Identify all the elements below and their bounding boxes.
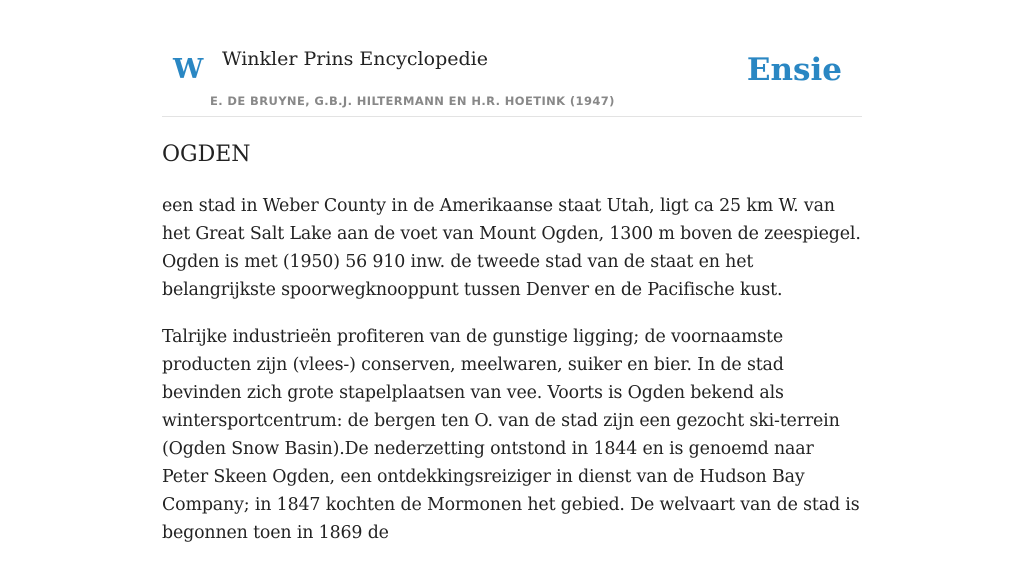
winkler-prins-logo-icon[interactable]: W xyxy=(173,54,204,85)
ensie-brand-logo[interactable]: Ensie xyxy=(746,52,842,88)
source-authors: E. DE BRUYNE, G.B.J. HILTERMANN EN H.R. HOETINK (1947) xyxy=(210,94,615,108)
source-header xyxy=(162,0,862,117)
entry-paragraph: Talrijke industrieën profiteren van de gunstige ligging; de voornaamste producten zijn (vlees-) conserven, meelwaren, suiker en bier. In de stad bevinden zich grote stapelplaatsen van vee. Voorts is Ogden bekend als wintersportcentrum: de bergen ten O. van de stad zijn een gezocht ski-terrein (Ogden Snow Basin).De nederzetting ontstond in 1844 en is genoemd naar Peter Skeen Ogden, een ontdekkingsreiziger in dienst van de Hudson Bay Company; in 1847 kochten de Mormonen het gebied. De welvaart van de stad is begonnen toen in 1869 de xyxy=(162,327,860,543)
entry-title: OGDEN xyxy=(162,142,251,167)
entry-paragraph: een stad in Weber County in de Amerikaanse staat Utah, ligt ca 25 km W. van het Great Salt Lake aan de voet van Mount Ogden, 1300 m boven de zeespiegel. Ogden is met (1950) 56 910 inw. de tweede stad van de staat en het belangrijkste spoorwegknooppunt tussen Denver en de Pacifische kust. xyxy=(162,196,861,300)
article-page xyxy=(162,0,862,543)
entry-body xyxy=(162,192,862,566)
source-title-link[interactable]: Winkler Prins Encyclopedie xyxy=(222,48,488,70)
